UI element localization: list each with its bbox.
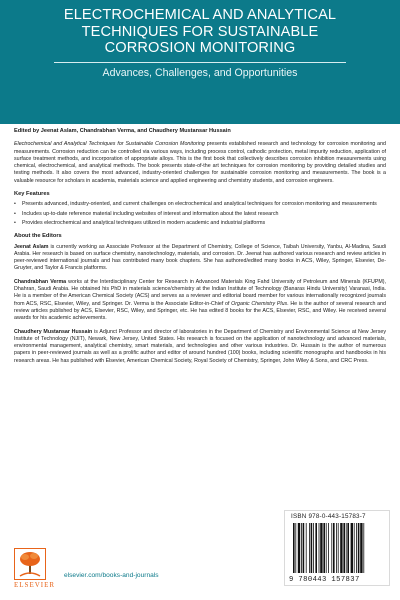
editor-bio-text: is Adjunct Professor and director of laboratories in the Department of Chemistry and Environmental Science at New Jersey Institute of Technology (NJIT), Newark, New Jersey, United States. His research is focused on the application of nanotechnology and advanced materials, environmental management, analytical chemistry, smart materials, and technologies and other various industries. Dr. Hussain is the author of numerous papers in peer-reviewed journals as well as a prolific author and editor of around hundred (100) books, including scientific monographs and handbooks in his research areas. He has published with Elsevier, American Chemical Society, Royal Society of Chemistry, Springer, John Wiley & Sons, and CRC Press. [14,328,386,364]
title-divider [54,62,346,63]
book-title: ELECTROCHEMICAL AND ANALYTICAL TECHNIQUES FOR SUSTAINABLE CORROSION MONITORING [63,7,337,56]
editor-bio-text: . He is the author of several research and review articles published by ACS, Elsevier, RSC, Wiley, and Springer, etc. He has edited 8 books for the ACS, Elsevier, RSC, and Wiley. He received several awards for his academic achievements. [14,300,386,322]
key-features-list [14,201,386,227]
editors-line: Edited by Jeenat Aslam, Chandrabhan Verma, and Chaudhery Mustansar Hussain [14,128,231,134]
description-text: presents established research and technology for corrosion monitoring and measurements. Corrosion reduction can be controlled via various ways, including process control, cathodic protection, metal impurity reduction, application of surface treatment methods, and incorporation of appropriate alloys. This is the first book that collectively describes corrosion inhibition measurements using chemical, electrochemical, and analytical methods. The book presents state-of-the art techniques for corrosion monitoring by providing detailed studies and testing methods. It also covers the most advanced, industry-oriented challenges for sustainable corrosion monitoring and measurements. The book is a valuable resource for scholars in academia, materials science and applied engineering and chemistry students, and corrosion engineers. [14,141,387,184]
key-feature-text: Provides electrochemical and analytical techniques utilized in modern academic and industrial platforms [22,219,266,226]
isbn-barcode-block [284,510,390,586]
barcode-digits: 9 780443 157837 [289,576,360,584]
publisher-name: ELSEVIER [14,581,56,589]
key-feature-item [14,201,386,208]
about-editors-heading: About the Editors [14,233,62,240]
back-cover-content [14,128,386,371]
journal-title: Organic Chemistry Plus [231,300,288,307]
bullet-icon: • [14,201,16,208]
publisher-footer [14,548,274,596]
editor-bio-verma [14,279,386,323]
key-features-heading: Key Features [14,191,50,198]
editor-bio-text: works at the Interdisciplinary Center for Research in Advanced Materials King Fahd University of Petroleum and Minerals (KFUPM), Dhahran, Saudi Arabia. He obtained his PhD in materials science/chemistry at the Indian Institute of Technology (Banaras Hindu University) Varanasi, India. He is a member of the American Chemical Society (ACS) and serves as a reviewer and editorial board member for various internationally recognized journals from ACS, RSC, Elsevier, Wiley, and Springer. Dr. Verma is the Associate Editor-in-Chief of [14,278,387,307]
bullet-icon: • [14,219,16,226]
barcode-icon [291,523,385,575]
isbn-label: ISBN 978-0-443-15783-7 [291,513,366,520]
key-feature-item [14,220,386,227]
description-book-title: Electrochemical and Analytical Techniques for Sustainable Corrosion Monitoring [14,141,205,148]
editor-bio-text: is currently working as Associate Professor at the Department of Chemistry, College of Science, Taibah University, Yanbu, Al-Madina, Saudi Arabia. Her research is based on surface chemistry, nanotechnology, materials, and corrosion. Dr. Jeenat has authored various research and review articles in peer-reviewed international journals and has contributed many book chapters. She has authored/edited many books in ACS, Wiley, Springer, Elsevier, De-Gruyter, and Taylor & Francis platforms. [14,243,386,272]
cover-header-band [0,0,400,124]
editor-bio-hussain [14,329,386,365]
key-feature-item [14,211,386,218]
editor-name: Chaudhery Mustansar Hussain [14,328,93,335]
description-paragraph [14,141,386,185]
editor-bio-aslam [14,244,386,273]
publisher-url-link[interactable]: elsevier.com/books-and-journals [64,572,159,579]
editor-name: Jeenat Aslam [14,243,49,250]
book-subtitle: Advances, Challenges, and Opportunities [102,66,298,79]
elsevier-tree-logo-icon [14,548,46,580]
key-feature-text: Includes up-to-date reference material including websites of interest and information about the latest research [22,210,279,217]
editor-name: Chandrabhan Verma [14,278,67,285]
key-feature-text: Presents advanced, industry-oriented, and current challenges on electrochemical and analytical techniques for corrosion monitoring and measurements [22,201,377,208]
bullet-icon: • [14,210,16,217]
